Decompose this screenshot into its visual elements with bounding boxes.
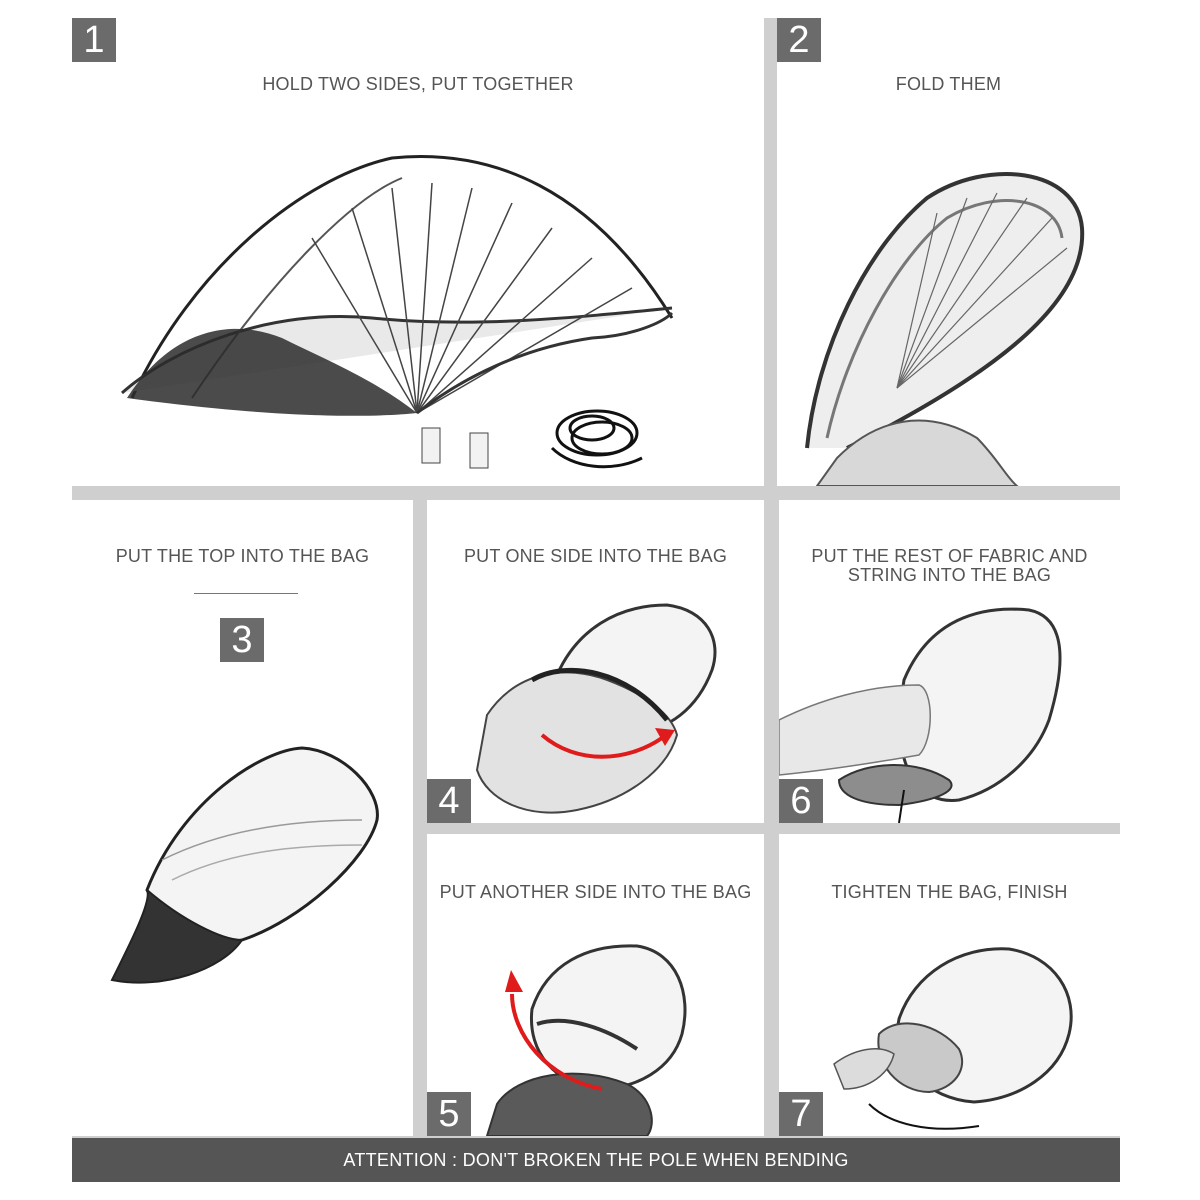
step-4-caption: PUT ONE SIDE INTO THE BAG	[463, 546, 728, 566]
step-6-caption-line-1: PUT THE REST OF FABRIC AND	[811, 546, 1088, 566]
step-6-caption-line-2: STRING INTO THE BAG	[847, 565, 1052, 585]
bag-one-side-illustration	[427, 500, 764, 823]
step-5-number: 5	[427, 1092, 471, 1136]
attention-footer: ATTENTION : DON'T BROKEN THE POLE WHEN BENDING	[72, 1138, 1120, 1182]
step-4-number: 4	[427, 779, 471, 823]
step-1-number: 1	[72, 18, 116, 62]
step-7-caption: TIGHTEN THE BAG, FINISH	[831, 882, 1068, 902]
bag-over-top-illustration	[72, 500, 413, 1136]
bag-another-side-illustration	[427, 834, 764, 1136]
step-6-panel	[779, 500, 1120, 823]
folded-net-illustration	[777, 18, 1120, 486]
step-2-number: 2	[777, 18, 821, 62]
step-7-panel	[779, 834, 1120, 1136]
step-4-panel	[427, 500, 764, 823]
step-5-caption: PUT ANOTHER SIDE INTO THE BAG	[439, 882, 752, 902]
step-1-caption: HOLD TWO SIDES, PUT TOGETHER	[262, 74, 574, 94]
step-1-panel	[72, 18, 764, 486]
step-2-caption: FOLD THEM	[895, 74, 1002, 94]
step-3-caption: PUT THE TOP INTO THE BAG	[115, 546, 370, 566]
step-5-panel	[427, 834, 764, 1136]
hammock-with-net-illustration	[72, 18, 764, 486]
step-6-number: 6	[779, 779, 823, 823]
stuffing-rest-illustration	[779, 500, 1120, 823]
step-7-number: 7	[779, 1092, 823, 1136]
step-2-panel	[777, 18, 1120, 486]
tightened-bag-illustration	[779, 834, 1120, 1136]
step-3-panel	[72, 500, 413, 1136]
step-3-number: 3	[220, 618, 264, 662]
